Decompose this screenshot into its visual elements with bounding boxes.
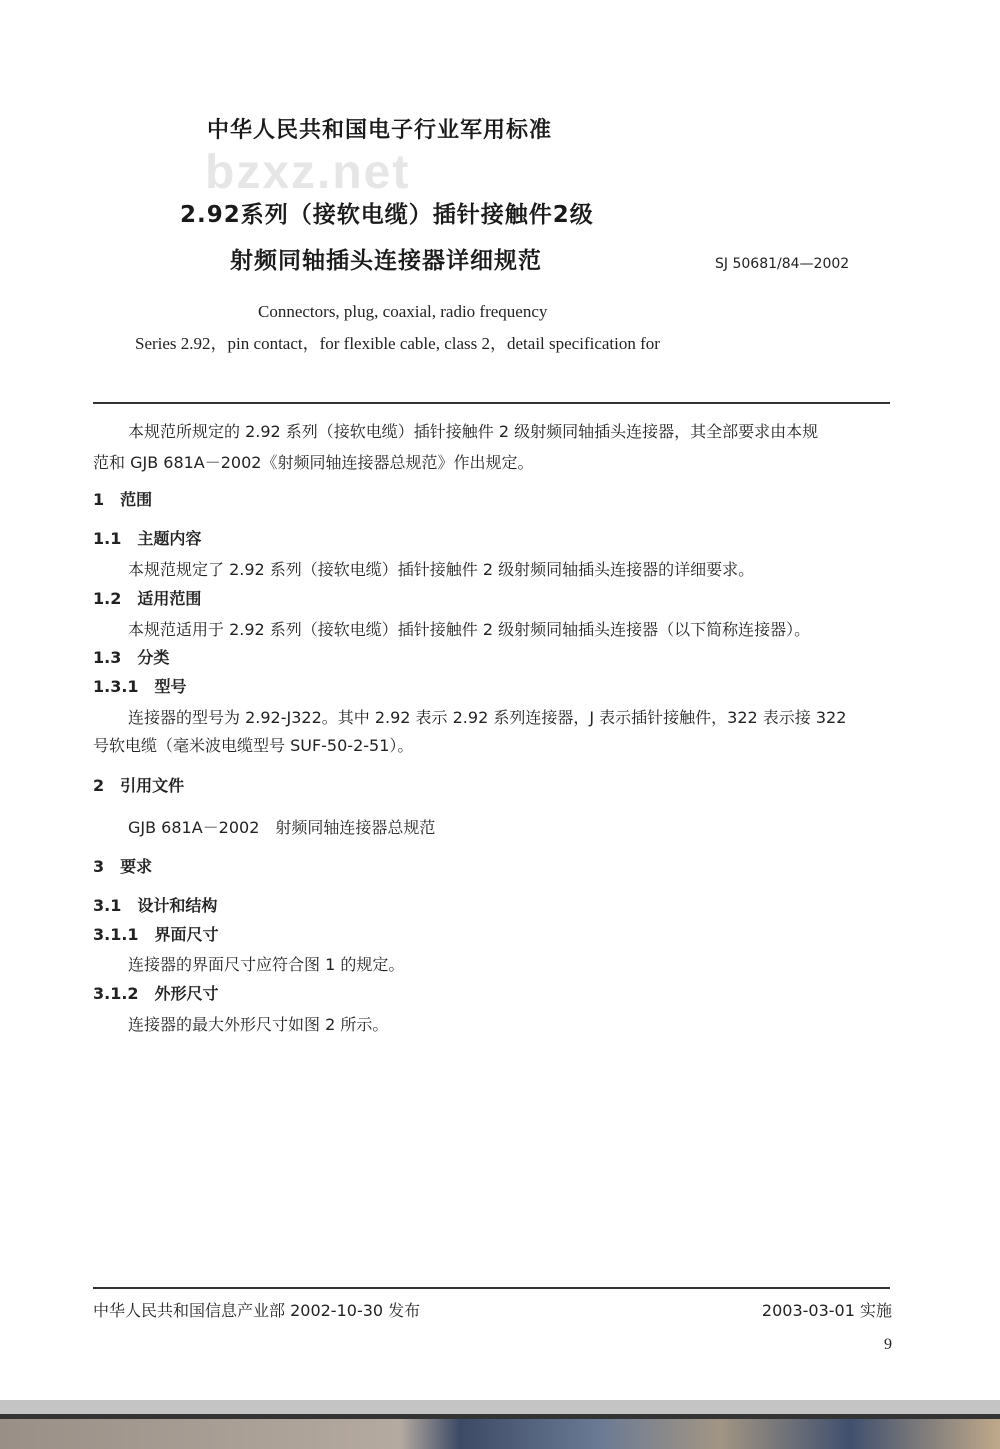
footer-divider [93, 1287, 890, 1289]
section-1-2-heading: 1.2 适用范围 [93, 589, 202, 608]
section-1-3-1-text-1: 连接器的型号为 2.92-J322。其中 2.92 表示 2.92 系列连接器，J 表示插针接触件，322 表示接 322 [128, 708, 847, 727]
title-line-1: 2.92系列（接软电缆）插针接触件2级 [180, 202, 594, 228]
section-1-3-1-heading: 1.3.1 型号 [93, 677, 187, 696]
standard-code: SJ 50681/84—2002 [715, 256, 850, 272]
effective-date: 2003-03-01 实施 [761, 1301, 892, 1320]
english-title-2: Series 2.92，pin contact，for flexible cable, class 2，detail specification for [135, 334, 660, 353]
section-3-1-heading: 3.1 设计和结构 [93, 896, 218, 915]
intro-line-2: 范和 GJB 681A－2002《射频同轴连接器总规范》作出规定。 [93, 453, 534, 472]
section-1-heading: 1 范围 [93, 490, 153, 509]
section-3-1-1-text: 连接器的界面尺寸应符合图 1 的规定。 [128, 955, 405, 974]
section-3-1-2-heading: 3.1.2 外形尺寸 [93, 984, 219, 1003]
section-1-3-heading: 1.3 分类 [93, 648, 170, 667]
section-2-heading: 2 引用文件 [93, 776, 185, 795]
issued-date: 中华人民共和国信息产业部 2002-10-30 发布 [93, 1301, 421, 1320]
section-1-1-heading: 1.1 主题内容 [93, 529, 202, 548]
section-3-heading: 3 要求 [93, 857, 153, 876]
intro-line-1: 本规范所规定的 2.92 系列（接软电缆）插针接触件 2 级射频同轴插头连接器，其全部要求由本规 [128, 422, 819, 441]
english-title-1: Connectors, plug, coaxial, radio frequency [258, 302, 548, 321]
background-image-strip [0, 1419, 1000, 1449]
page-number: 9 [884, 1336, 892, 1353]
issuer-line: 中华人民共和国电子行业军用标准 [207, 118, 553, 143]
section-1-2-text: 本规范适用于 2.92 系列（接软电缆）插针接触件 2 级射频同轴插头连接器（以下简称连接器）。 [128, 620, 811, 639]
watermark: bzxz.net [205, 146, 411, 199]
header-divider [93, 402, 890, 404]
section-3-1-2-text: 连接器的最大外形尺寸如图 2 所示。 [128, 1015, 389, 1034]
viewer-scrollbar[interactable] [0, 1400, 1000, 1414]
section-3-1-1-heading: 3.1.1 界面尺寸 [93, 925, 219, 944]
section-1-1-text: 本规范规定了 2.92 系列（接软电缆）插针接触件 2 级射频同轴插头连接器的详细要求。 [128, 560, 755, 579]
section-1-3-1-text-2: 号软电缆（毫米波电缆型号 SUF-50-2-51）。 [93, 736, 414, 755]
section-2-text: GJB 681A－2002 射频同轴连接器总规范 [128, 818, 436, 837]
title-line-2: 射频同轴插头连接器详细规范 [230, 248, 542, 274]
